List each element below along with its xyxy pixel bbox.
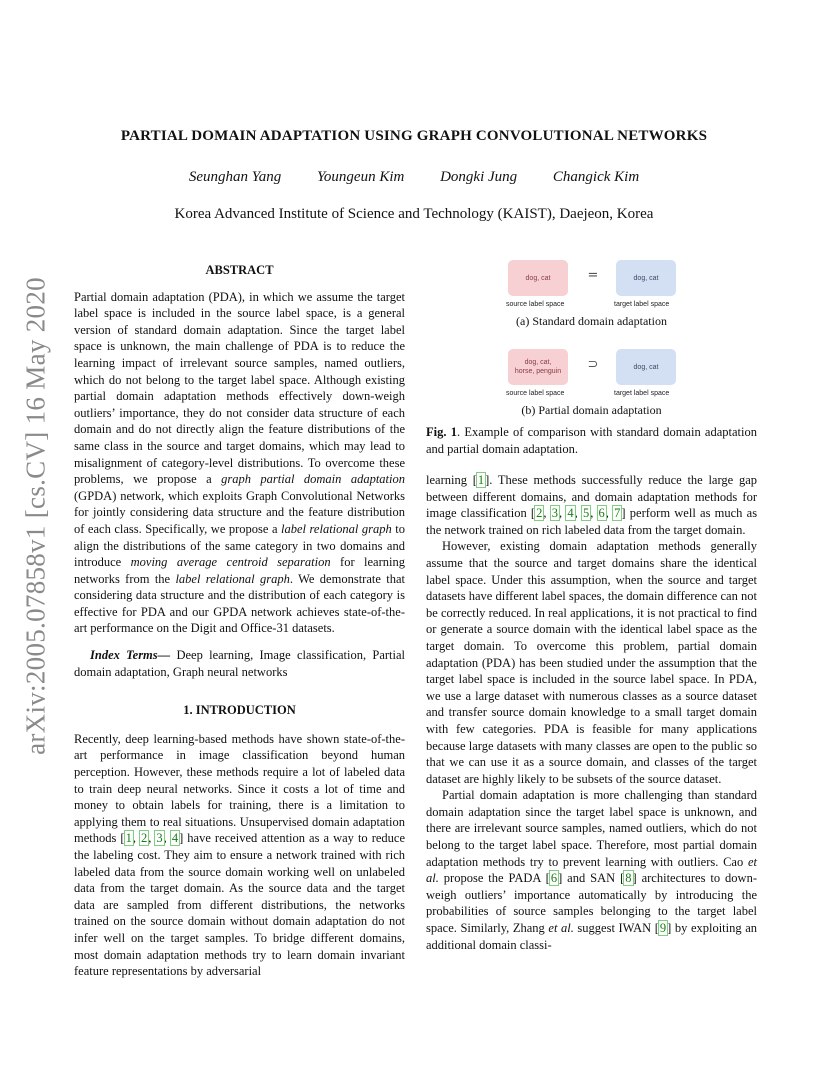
source-label-box: dog, cat, horse, penguin [508, 349, 568, 385]
citation-link[interactable]: 5 [582, 506, 590, 521]
abstract-heading: ABSTRACT [205, 263, 274, 277]
arxiv-identifier [16, 276, 56, 756]
left-column [74, 262, 405, 980]
equals-symbol: = [587, 268, 599, 283]
subcaption-b: (b) Partial domain adaptation [521, 403, 662, 417]
superset-symbol: ⊃ [587, 357, 599, 372]
intro-paragraph: Recently, deep learning-based methods have shown state-of-the-art performance in image classification beyond human perception. However, these methods require a lot of labeled data to train deep neural networks. Since it costs a lot of time and money to obtain labels for training, there is a limitation to applying them to real situations. Unsupervised domain adaptation methods [1, 2, 3, 4] have received attention as a way to reduce the labeling cost. They aim to ensure a network trained with rich labeled data from the source domain working well on unlabeled data from the target domain. As the source data and the target data are sampled from different distributions, the networks trained on the source domain without domain adaptation do not infer well on the target samples. To bridge different domains, most domain adaptation methods try to learn domain invariant feature representations by adversarial [74, 731, 406, 979]
source-label-caption: source label space [506, 390, 565, 397]
right-column [426, 472, 757, 953]
citation-link[interactable]: 2 [536, 506, 543, 521]
intro-paragraph: However, existing domain adaptation methods generally assume that the source and target domains share the identical label space. Under this assumption, when the source and target datasets have different label spaces, the domain difference can not be correctly reduced. In real applications, it is not practical to find or generate a source domain with the identical label space as the target domain. To overcome this problem, partial domain adaptation (PDA) has been studied under the assumption that the target label space is included in the source label space. In PDA, we use a large dataset with numerous classes as a source dataset and transfer source domain knowledge to a small target domain with few categories. PDA is feasible for many applications because large datasets with many classes are open to the public so that we can use it as a source domain, and classes of the target dataset are highly likely to be subsets of the source dataset. [426, 539, 757, 786]
intro-heading: 1. INTRODUCTION [183, 703, 296, 718]
figure-row-partial [426, 343, 757, 401]
intro-paragraph: Partial domain adaptation is more challenging than standard domain adaptation since the target label space is unknown, and there are irrelevant source samples, named outliers, which do not belong to the target label space. Therefore, most partial domain adaptation methods try to prevent learning with outliers. Cao et al. propose the PADA [6] and SAN [8] architectures to down-weigh outliers’ importance automatically by introducing the probabilities of source samples belonging to the target label space. Similarly, Zhang et al. suggest IWAN [9] by exploiting an additional domain classi- [426, 788, 758, 952]
arxiv-identifier-text: arXiv:2005.07858v1 [cs.CV] 16 May 2020 [20, 277, 51, 755]
citation-link[interactable]: 1 [477, 473, 485, 487]
citation-link[interactable]: 7 [614, 506, 621, 521]
target-label-caption: target label space [614, 301, 670, 308]
source-label-box: dog, cat [508, 260, 568, 296]
affiliation: Korea Advanced Institute of Science and Technology (KAIST), Daejeon, Korea [174, 206, 654, 222]
intro-paragraph: learning [1]. These methods successfully reduce the large gap between different domains, and domain adaptation methods for image classification [2, 3, 4, 5, 6, 7] perform well as much as the network trained on rich labeled data from the target domain. [426, 473, 758, 537]
abstract-paragraph: Partial domain adaptation (PDA), in which we assume the target label space is included in the source label space, is a general version of standard domain adaptation. Since the target label space is unknown, the main challenge of PDA is to reduce the learning impact of irrelevant source samples, named outliers, which do not belong to the target label space. Although existing partial domain adaptation methods effectively down-weigh outliers’ importance, they do not consider data structure of each domain and do not directly align the feature distributions of the same class in the source and target domains, which may lead to misalignment of category-level distributions. To overcome these problems, we propose a graph partial domain adaptation (GPDA) network, which exploits Graph Convolutional Networks for jointly considering data structure and the feature distribution of each class. Specifically, we propose a label relational graph to align the distributions of the same category in two domains and introduce moving average centroid separation for learning networks from the label relational graph. We demonstrate that considering data structure and the distribution of each category is effective for PDA and our GPDA network achieves state-of-the-art performance on the Digit and Office-31 datasets. [74, 289, 405, 636]
figure-row-standard [426, 254, 757, 312]
citation-link[interactable]: 2 [140, 831, 148, 846]
target-label-caption: target label space [614, 390, 670, 397]
author: Changick Kim [552, 169, 640, 185]
citation-link[interactable]: 8 [625, 871, 632, 886]
author: Dongki Jung [440, 169, 518, 185]
author: Seunghan Yang [188, 169, 282, 185]
figure-caption-label: Fig. 1 [426, 425, 457, 439]
target-label-box: dog, cat [616, 260, 676, 296]
target-label-box: dog, cat [616, 349, 676, 385]
citation-link[interactable]: 4 [171, 831, 179, 846]
subcaption-a: (a) Standard domain adaptation [516, 314, 667, 328]
author-list [0, 169, 828, 186]
index-terms-label: Index Terms— [90, 648, 171, 663]
citation-link[interactable]: 3 [156, 831, 163, 846]
citation-link[interactable]: 1 [125, 831, 132, 846]
index-terms: Index Terms— Deep learning, Image classification, Partial domain adaptation, Graph neural networks [74, 648, 406, 679]
figure-caption: Fig. 1. Example of comparison with standard domain adaptation and partial domain adaptation. [426, 425, 757, 456]
paper-title: PARTIAL DOMAIN ADAPTATION USING GRAPH CONVOLUTIONAL NETWORKS [120, 128, 708, 144]
citation-link[interactable]: 9 [659, 921, 667, 936]
citation-link[interactable]: 6 [598, 506, 605, 521]
citation-link[interactable]: 3 [551, 506, 558, 521]
source-label-caption: source label space [506, 301, 565, 308]
citation-link[interactable]: 6 [550, 871, 558, 886]
citation-link[interactable]: 4 [567, 506, 574, 521]
author: Youngeun Kim [316, 169, 405, 185]
figure-1 [426, 254, 757, 432]
